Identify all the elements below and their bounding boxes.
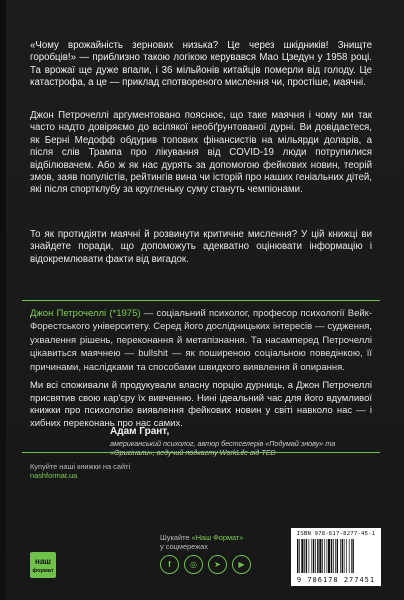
barcode-bar <box>328 539 330 573</box>
barcode-bar <box>351 539 352 573</box>
barcode-bar <box>327 539 328 573</box>
barcode-bar <box>309 539 310 573</box>
body-paragraph: Джон Петрочеллі аргументовано пояснює, що таке маячня і чому ми так часто надто довіряємо до всілякої необґрунтованої дурні. Ви довідаєтеся, як Берні Медофф обдурив топових фінансистів на мільярди доларів, а після слів Трампа про лікування від COVID-19 люди потрупилися відбілювачем. Або ж як нас дурять за допомогою фейкових новин, теорій змов, заяв популістів, рейтингів вина чи історій про наших геніальних дітей, які після спортклубу за кругленьку суму стануть чемпіонами. <box>30 110 372 196</box>
barcode-bar <box>306 539 307 573</box>
youtube-icon[interactable]: ▶ <box>232 555 251 574</box>
publisher-logo <box>30 552 56 578</box>
blurb-signature <box>110 426 375 458</box>
question-paragraph: То як протидіяти маячні й розвинути критичне мислення? У цій книжці ви знайдете поради, що допоможуть адекватно оцінювати інформацію і відокремлювати факти від вигадок. <box>30 229 372 265</box>
barcode-bar <box>299 539 300 573</box>
barcode-bar <box>352 539 353 573</box>
social-info <box>160 533 280 574</box>
author-bio-text: — соціальний психолог, професор психології Вейк-Форестського університету. Серед його дослідницьких інтересів — судження, ухвалення рішень, переконання й метапізнання. Та насамперед Петрочеллі цікавиться маячнею — bullshit — як поширеною соціальною поведінкою, її причинами, наслідками та способами швидкого виявлення й опирання. <box>30 308 372 373</box>
barcode-bar <box>304 539 305 573</box>
find-us-text <box>160 533 280 551</box>
find-line: Шукайте <box>160 533 190 542</box>
barcode-bar <box>344 539 345 573</box>
logo-word-2: формат <box>32 568 54 574</box>
buy-line <box>30 462 150 480</box>
divider-bottom <box>22 452 380 453</box>
intro-quote: «Чому врожайність зернових низька? Це через шкідників! Знищте горобців!» — приблизно такою логікою керувався Мао Цзедун у 1958 році. Та врожаї ще дуже впали, і 36 мільйонів китайців померли від голоду. Це катастрофа, а це — приклад спотвореного мислення чи, простіше, маячні. <box>30 40 372 89</box>
isbn-text: ISBN 978-617-8277-45-1 <box>296 531 376 537</box>
author-name: Джон Петрочеллі (*1975) <box>30 308 141 319</box>
spine-edge <box>0 0 6 600</box>
facebook-icon[interactable]: f <box>160 555 179 574</box>
logo-mark <box>32 554 54 576</box>
author-bio <box>30 307 372 374</box>
social-icons <box>160 555 280 574</box>
barcode-bar <box>313 539 314 573</box>
blurb-author-name: Адам Грант, <box>110 426 170 437</box>
divider-top <box>22 300 380 301</box>
barcode-bar <box>301 539 303 573</box>
instagram-icon[interactable]: ◎ <box>184 555 203 574</box>
buy-text: Купуйте наші книжки на сайті <box>30 462 131 471</box>
barcode-bar <box>331 539 332 573</box>
logo-word-1: наш <box>35 557 51 566</box>
barcode-digits: 9 786178 277451 <box>296 576 376 584</box>
barcode-bar <box>340 539 341 573</box>
barcode-bar <box>349 539 350 573</box>
barcode-bar <box>333 539 334 573</box>
blurb-author-role: американський психолог, автор бестселерів «Подумай знову» та <box>110 439 336 448</box>
barcode-bar <box>337 539 338 573</box>
barcode-icon <box>297 539 375 573</box>
find-brand: «Наш Формат» <box>191 533 244 542</box>
barcode-bar <box>315 539 316 573</box>
barcode-bar <box>322 539 323 573</box>
barcode-bar <box>297 539 298 573</box>
barcode-bar <box>324 539 325 573</box>
blurb-quote: Ми всі споживали й продукували власну порцію дурниць, а Джон Петрочеллі присвятив свою кар'єру їх вивченню. Нині ідеальний час для його вдумливої книжки про психологію виявлення фейкових новин у світі навколо нас — і хибних переконань про нас самих. <box>30 380 372 429</box>
buy-info <box>30 462 150 480</box>
barcode-bar <box>346 539 347 573</box>
barcode-bar <box>311 539 312 573</box>
barcode-bar <box>319 539 321 573</box>
telegram-icon[interactable]: ➤ <box>208 555 227 574</box>
barcode-bar <box>335 539 336 573</box>
barcode-bar <box>342 539 343 573</box>
barcode-panel <box>291 528 381 586</box>
site-link[interactable]: nashformat.ua <box>30 471 78 481</box>
find-line-2: у соцмережах <box>160 542 208 552</box>
barcode-bar <box>317 539 318 573</box>
